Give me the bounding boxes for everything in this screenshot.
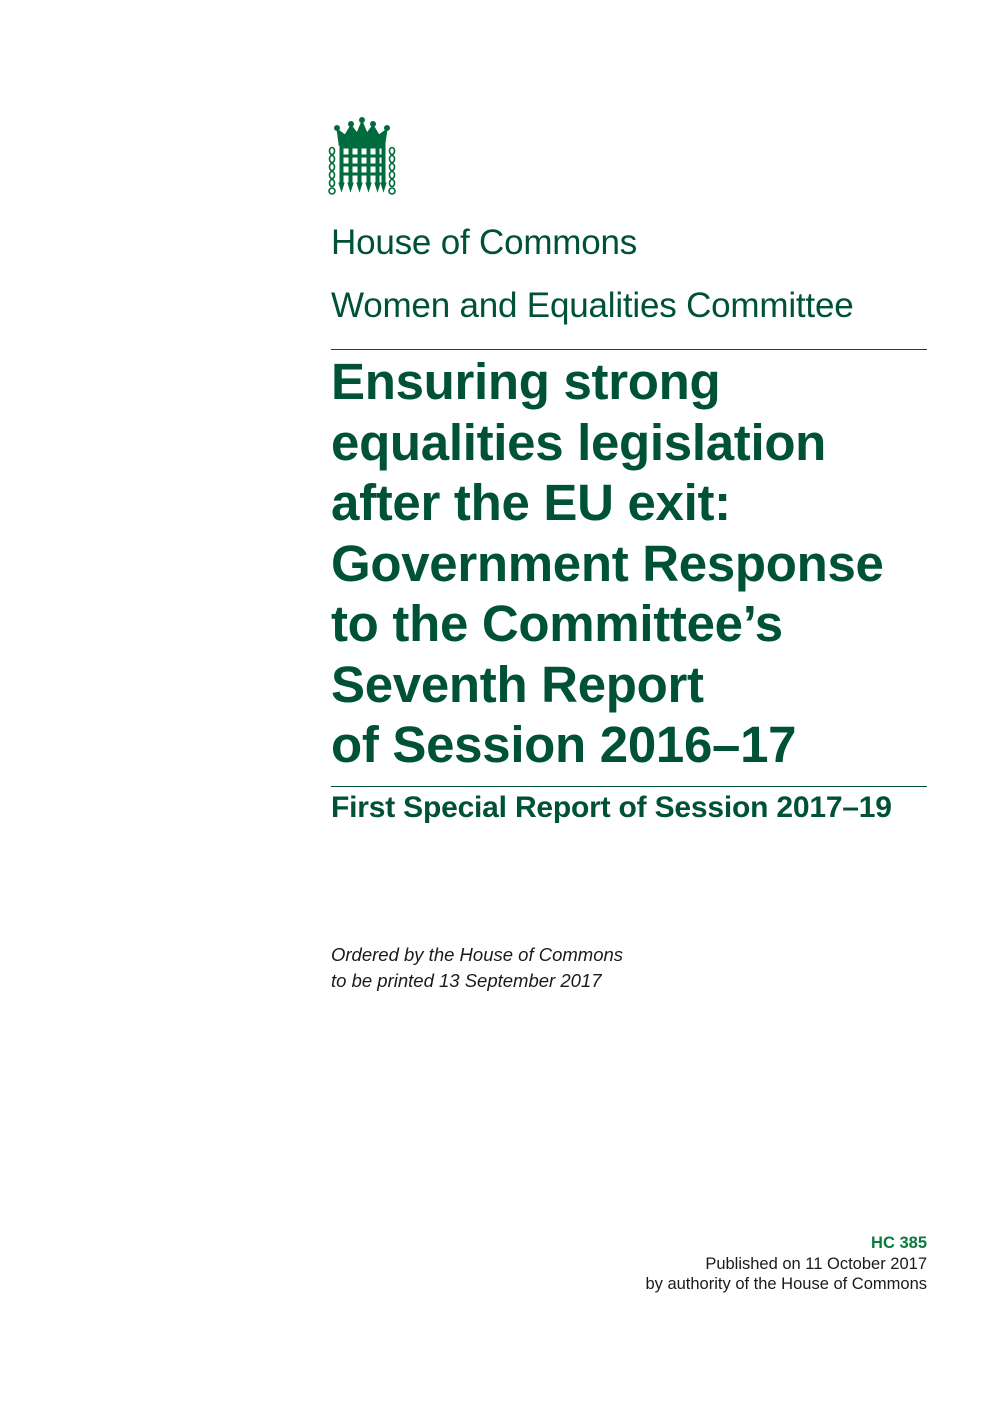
institution-name: House of Commons — [331, 223, 638, 262]
order-line-1: Ordered by the House of Commons — [331, 944, 624, 965]
hc-number: HC 385 — [871, 1234, 927, 1252]
divider-top — [331, 349, 927, 350]
title-line: to the Committee’s — [331, 595, 783, 652]
order-note — [331, 942, 623, 994]
published-date: Published on 11 October 2017 — [705, 1254, 927, 1273]
publication-info — [645, 1233, 927, 1295]
title-line: Ensuring strong — [331, 353, 721, 410]
title-line: Seventh Report — [331, 655, 704, 713]
report-title — [331, 352, 931, 776]
title-line: Government Response — [331, 534, 884, 592]
committee-name: Women and Equalities Committee — [331, 286, 854, 325]
portcullis-icon — [327, 117, 397, 197]
title-line: equalities legislation — [331, 413, 827, 471]
divider-bottom — [331, 786, 927, 787]
title-line: after the EU exit: — [331, 474, 731, 531]
title-line: of Session 2016–17 — [331, 716, 797, 773]
report-subtitle: First Special Report of Session 2017–19 — [331, 791, 892, 824]
authority-line: by authority of the House of Commons — [645, 1275, 927, 1293]
order-line-2: to be printed 13 September 2017 — [331, 970, 602, 991]
